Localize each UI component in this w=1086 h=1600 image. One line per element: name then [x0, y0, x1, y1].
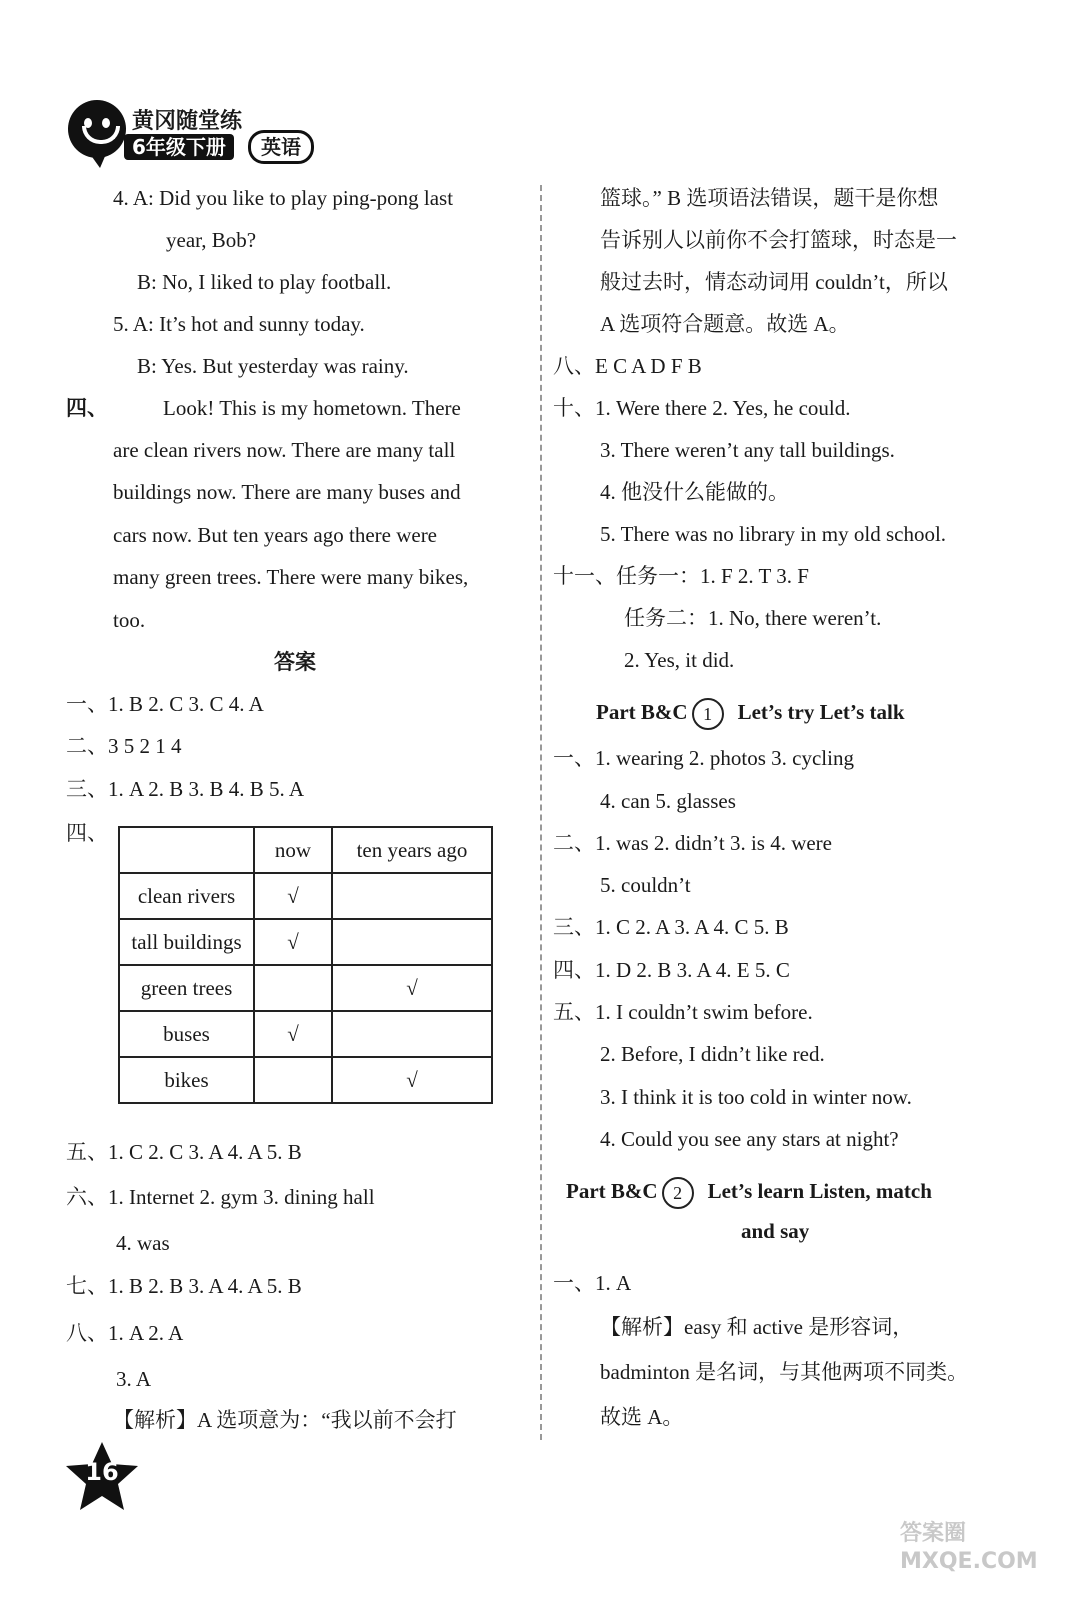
answer-line: 4. was [116, 1231, 170, 1255]
table-cell: clean rivers [119, 873, 254, 919]
table-cell [254, 965, 332, 1011]
answer-line: 三、1. A 2. B 3. B 4. B 5. A [66, 777, 305, 801]
passage-line: Look! This is my hometown. There [163, 396, 461, 420]
passage-line: cars now. But ten years ago there were [113, 523, 438, 547]
table-header-cell [119, 827, 254, 873]
table-cell: tall buildings [119, 919, 254, 965]
watermark [900, 1500, 1060, 1590]
passage-line: too. [113, 608, 146, 632]
lesson-number-badge: 1 [692, 698, 724, 730]
part-heading-prefix: Part B&C [566, 1179, 658, 1203]
passage-line: buildings now. There are many buses and [113, 480, 461, 504]
part-heading-line2: and say [741, 1219, 810, 1243]
subject-label: 英语 [248, 130, 314, 164]
table-cell: green trees [119, 965, 254, 1011]
analysis-line: A 选项符合题意。故选 A。 [600, 312, 850, 336]
series-title: 黄冈随堂练 [132, 109, 243, 134]
analysis-line: 故选 A。 [600, 1405, 684, 1429]
answer-line: 五、1. C 2. C 3. A 4. A 5. B [66, 1140, 302, 1164]
table-header-row [119, 827, 492, 873]
answer-line: 任务二：1. No, there weren’t. [624, 606, 882, 630]
passage-line: are clean rivers now. There are many tall [113, 438, 456, 462]
column-divider [540, 185, 542, 1440]
table-cell [254, 1057, 332, 1103]
table-cell: buses [119, 1011, 254, 1057]
answer-line: 3. There weren’t any tall buildings. [600, 438, 895, 462]
answer-line: 3. I think it is too cold in winter now. [600, 1085, 912, 1109]
answer-line: 六、1. Internet 2. gym 3. dining hall [66, 1185, 375, 1209]
answer-line: 八、E C A D F B [553, 354, 702, 378]
table-cell: √ [332, 1057, 492, 1103]
analysis-line: 【解析】easy 和 active 是形容词， [600, 1315, 914, 1339]
answer-line: 4. Could you see any stars at night? [600, 1127, 899, 1151]
dialog-line: B: Yes. But yesterday was rainy. [137, 354, 409, 378]
answer-line: 一、1. A [553, 1271, 632, 1295]
table-header-cell: ten years ago [332, 827, 492, 873]
passage-line: many green trees. There were many bikes, [113, 565, 469, 589]
analysis-line: 告诉别人以前你不会打篮球，时态是一 [600, 228, 957, 252]
answer-line: 一、1. B 2. C 3. C 4. A [66, 692, 264, 716]
table-cell [332, 919, 492, 965]
answer-line: 五、1. I couldn’t swim before. [553, 1000, 813, 1024]
answer-line: 4. can 5. glasses [600, 789, 736, 813]
answer-line: 十一、任务一：1. F 2. T 3. F [553, 564, 809, 588]
table-cell: bikes [119, 1057, 254, 1103]
part-heading-prefix: Part B&C [596, 700, 688, 724]
section-label: 四、 [66, 396, 108, 420]
dialog-line: year, Bob? [166, 228, 257, 252]
table-row [119, 873, 492, 919]
part-heading [566, 1176, 932, 1209]
table-cell [332, 1011, 492, 1057]
dialog-line: 5. A: It’s hot and sunny today. [113, 312, 365, 336]
answer-line: 二、1. was 2. didn’t 3. is 4. were [553, 831, 832, 855]
table-row [119, 965, 492, 1011]
part-heading-suffix: Let’s learn Listen, match [707, 1179, 932, 1203]
table-cell: √ [332, 965, 492, 1011]
answer-line: 3. A [116, 1367, 152, 1391]
part-heading-suffix: Let’s try Let’s talk [737, 700, 905, 724]
answer-line: 七、1. B 2. B 3. A 4. A 5. B [66, 1274, 302, 1298]
answer-line: 二、3 5 2 1 4 [66, 734, 182, 758]
table-cell [332, 873, 492, 919]
answer-line: 一、1. wearing 2. photos 3. cycling [553, 746, 854, 770]
answer-line: 4. 他没什么能做的。 [600, 480, 789, 504]
table-row [119, 919, 492, 965]
answer-line: 5. couldn’t [600, 873, 691, 897]
table-cell: √ [254, 1011, 332, 1057]
lesson-number-badge: 2 [662, 1177, 694, 1209]
answers-heading: 答案 [274, 650, 316, 674]
answer-line: 2. Before, I didn’t like red. [600, 1042, 825, 1066]
watermark-text: 答案圈 MXQE.COM [900, 1521, 1038, 1574]
answer-line: 三、1. C 2. A 3. A 4. C 5. B [553, 915, 789, 939]
grade-label: 6年级下册 [124, 134, 234, 160]
analysis-line: 般过去时，情态动词用 couldn’t，所以 [600, 270, 948, 294]
answer-line: 四、1. D 2. B 3. A 4. E 5. C [553, 958, 790, 982]
table-cell: √ [254, 919, 332, 965]
page-number: 16 [85, 1458, 119, 1486]
dialog-line: B: No, I liked to play football. [137, 270, 392, 294]
answer-line: 2. Yes, it did. [624, 648, 735, 672]
part-heading [596, 697, 905, 730]
dialog-line: 4. A: Did you like to play ping-pong last [113, 186, 454, 210]
analysis-line: 【解析】A 选项意为：“我以前不会打 [113, 1408, 457, 1432]
answer-table [118, 826, 493, 1104]
smiley-logo-icon [68, 100, 126, 158]
answer-line: 八、1. A 2. A [66, 1321, 184, 1345]
analysis-line: 篮球。” B 选项语法错误，题干是你想 [600, 186, 939, 210]
table-header-cell: now [254, 827, 332, 873]
table-row [119, 1057, 492, 1103]
analysis-line: badminton 是名词，与其他两项不同类。 [600, 1360, 969, 1384]
table-row [119, 1011, 492, 1057]
answer-line: 十、1. Were there 2. Yes, he could. [553, 396, 851, 420]
answer-line: 5. There was no library in my old school. [600, 522, 947, 546]
section-label: 四、 [66, 821, 108, 845]
table-cell: √ [254, 873, 332, 919]
